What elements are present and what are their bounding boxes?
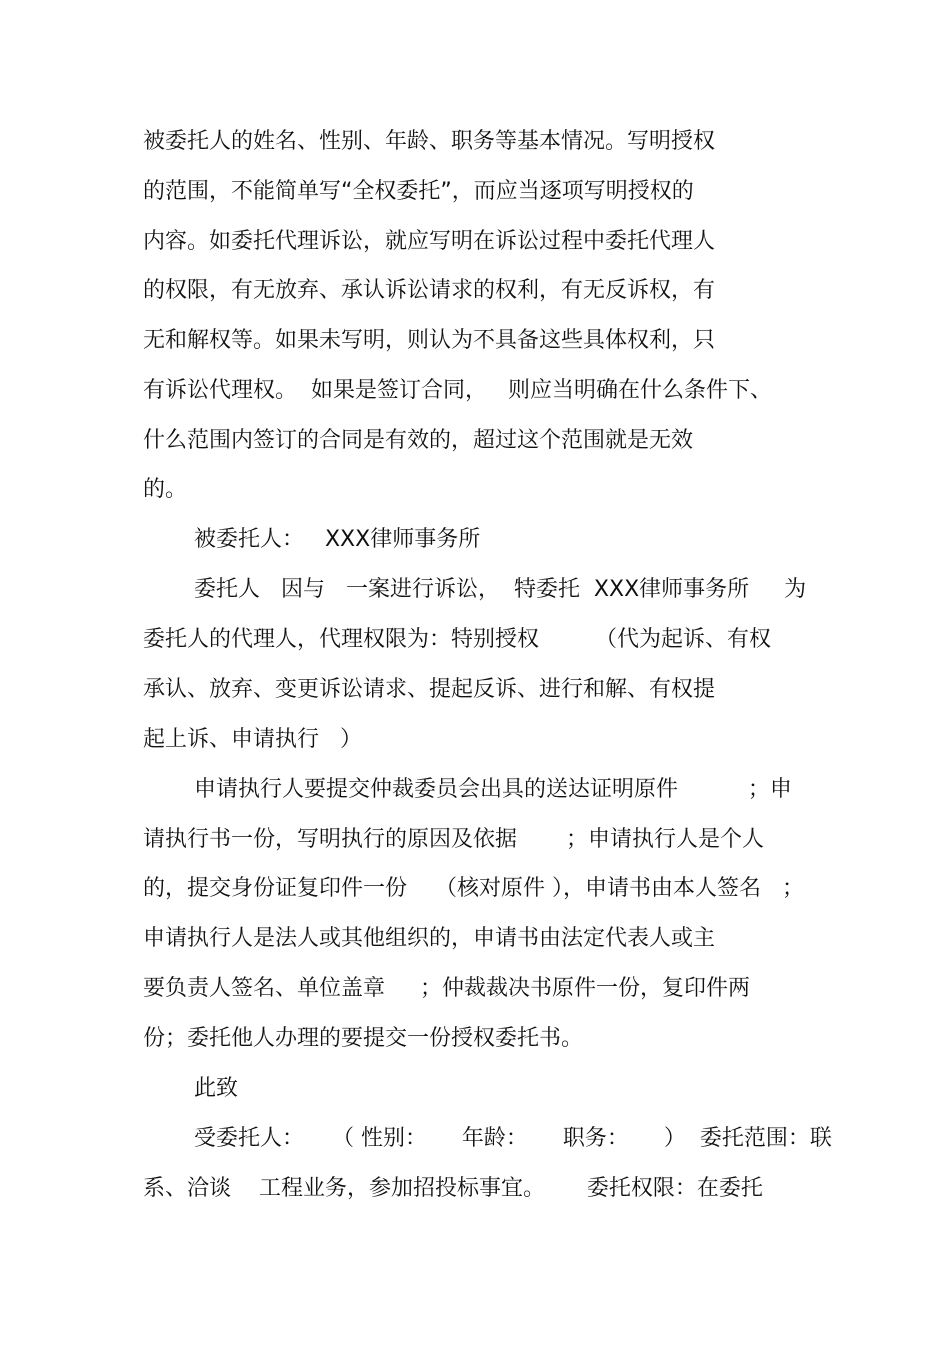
text-line: 系、洽谈 工程业务，参加招投标事宜。 委托权限：在委托 <box>143 1176 763 1201</box>
text-line: 的。 <box>143 477 188 502</box>
text-line: 起上诉、申请执行 ） <box>143 727 362 752</box>
text-line: 无和解权等。如果未写明，则认为不具备这些具体权利，只 <box>143 328 716 353</box>
text-line: 被委托人： XXX律师事务所 <box>194 527 481 552</box>
text-line: 申请执行人是法人或其他组织的，申请书由法定代表人或主 <box>143 926 716 951</box>
text-line: 的范围，不能简单写“全权委托”，而应当逐项写明授权的 <box>143 179 694 204</box>
text-line: 有诉讼代理权。 如果是签订合同， 则应当明确在什么条件下、 <box>143 378 772 403</box>
text-line: 受委托人： （ 性别： 年龄： 职务： ） 委托范围：联 <box>194 1126 832 1151</box>
text-line: 委托人的代理人，代理权限为：特别授权 （代为起诉、有权 <box>143 627 771 652</box>
text-line: 申请执行人要提交仲裁委员会出具的送达证明原件 ；申 <box>194 777 792 802</box>
text-line: 份；委托他人办理的要提交一份授权委托书。 <box>143 1026 584 1051</box>
text-line: 的，提交身份证复印件一份 （核对原件 ），申请书由本人签名 ； <box>143 876 804 901</box>
text-line: 什么范围内签订的合同是有效的，超过这个范围就是无效 <box>143 428 694 453</box>
text-line: 被委托人的姓名、性别、年龄、职务等基本情况。写明授权 <box>143 129 716 154</box>
text-line: 的权限，有无放弃、承认诉讼请求的权利，有无反诉权，有 <box>143 278 716 303</box>
text-line: 请执行书一份，写明执行的原因及依据 ；申请执行人是个人 <box>143 827 764 852</box>
text-line: 此致 <box>194 1076 239 1101</box>
text-line: 要负责人签名、单位盖章 ；仲裁裁决书原件一份，复印件两 <box>143 976 750 1001</box>
text-line: 承认、放弃、变更诉讼请求、提起反诉、进行和解、有权提 <box>143 677 716 702</box>
text-line: 委托人 因与 一案进行诉讼， 特委托 XXX律师事务所 为 <box>194 577 807 602</box>
text-line: 内容。如委托代理诉讼，就应写明在诉讼过程中委托代理人 <box>143 229 716 254</box>
